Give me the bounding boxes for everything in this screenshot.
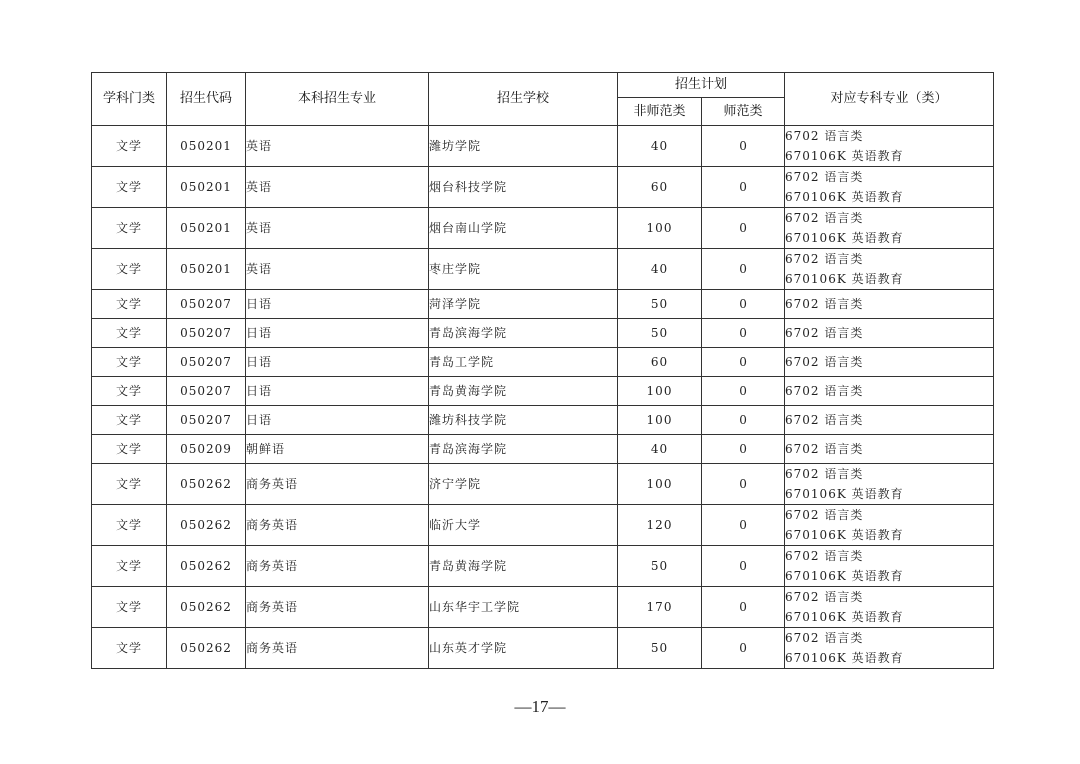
cell-non-normal: 60 <box>618 167 702 208</box>
cell-major: 日语 <box>246 406 429 435</box>
cell-normal: 0 <box>702 319 785 348</box>
cell-code: 050207 <box>167 377 246 406</box>
cell-normal: 0 <box>702 377 785 406</box>
cell-normal: 0 <box>702 628 785 669</box>
cell-school: 潍坊学院 <box>429 126 618 167</box>
cell-related-major <box>785 628 994 669</box>
cell-code: 050207 <box>167 348 246 377</box>
cell-code: 050209 <box>167 435 246 464</box>
related-major-line: 6702 语言类 <box>785 297 864 311</box>
cell-code: 050207 <box>167 406 246 435</box>
cell-non-normal: 50 <box>618 628 702 669</box>
cell-school: 烟台科技学院 <box>429 167 618 208</box>
cell-major: 商务英语 <box>246 505 429 546</box>
cell-related-major <box>785 435 994 464</box>
cell-related-major <box>785 348 994 377</box>
cell-normal: 0 <box>702 587 785 628</box>
cell-category: 文学 <box>92 249 167 290</box>
cell-category: 文学 <box>92 435 167 464</box>
cell-school: 烟台南山学院 <box>429 208 618 249</box>
table-row <box>92 406 994 435</box>
cell-non-normal: 60 <box>618 348 702 377</box>
cell-non-normal: 40 <box>618 249 702 290</box>
cell-normal: 0 <box>702 290 785 319</box>
cell-category: 文学 <box>92 208 167 249</box>
cell-related-major <box>785 208 994 249</box>
cell-non-normal: 100 <box>618 208 702 249</box>
cell-code: 050262 <box>167 464 246 505</box>
cell-related-major <box>785 167 994 208</box>
cell-related-major <box>785 319 994 348</box>
cell-category: 文学 <box>92 126 167 167</box>
cell-normal: 0 <box>702 167 785 208</box>
cell-school: 潍坊科技学院 <box>429 406 618 435</box>
cell-code: 050262 <box>167 587 246 628</box>
header-school: 招生学校 <box>429 73 618 126</box>
cell-non-normal: 100 <box>618 464 702 505</box>
related-major-line: 670106K 英语教育 <box>785 272 904 286</box>
cell-school: 山东华宇工学院 <box>429 587 618 628</box>
cell-code: 050201 <box>167 208 246 249</box>
cell-non-normal: 100 <box>618 377 702 406</box>
cell-non-normal: 170 <box>618 587 702 628</box>
cell-major: 日语 <box>246 348 429 377</box>
cell-major: 日语 <box>246 319 429 348</box>
related-major-line: 670106K 英语教育 <box>785 651 904 665</box>
cell-category: 文学 <box>92 377 167 406</box>
cell-major: 商务英语 <box>246 546 429 587</box>
header-related-major: 对应专科专业（类） <box>785 73 994 126</box>
header-normal: 师范类 <box>702 98 785 126</box>
related-major-line: 6702 语言类 <box>785 549 864 563</box>
cell-related-major <box>785 546 994 587</box>
cell-major: 日语 <box>246 377 429 406</box>
cell-category: 文学 <box>92 167 167 208</box>
cell-code: 050201 <box>167 126 246 167</box>
cell-normal: 0 <box>702 546 785 587</box>
related-major-line: 670106K 英语教育 <box>785 149 904 163</box>
table-row <box>92 628 994 669</box>
related-major-line: 6702 语言类 <box>785 631 864 645</box>
cell-code: 050207 <box>167 319 246 348</box>
cell-school: 山东英才学院 <box>429 628 618 669</box>
table-row <box>92 249 994 290</box>
table-row <box>92 435 994 464</box>
related-major-line: 6702 语言类 <box>785 508 864 522</box>
cell-related-major <box>785 587 994 628</box>
header-code: 招生代码 <box>167 73 246 126</box>
cell-major: 朝鲜语 <box>246 435 429 464</box>
table-row <box>92 505 994 546</box>
related-major-line: 6702 语言类 <box>785 355 864 369</box>
cell-school: 青岛工学院 <box>429 348 618 377</box>
cell-school: 青岛黄海学院 <box>429 546 618 587</box>
cell-related-major <box>785 126 994 167</box>
cell-category: 文学 <box>92 406 167 435</box>
cell-normal: 0 <box>702 464 785 505</box>
related-major-line: 670106K 英语教育 <box>785 487 904 501</box>
cell-category: 文学 <box>92 319 167 348</box>
cell-school: 菏泽学院 <box>429 290 618 319</box>
cell-related-major <box>785 406 994 435</box>
header-category: 学科门类 <box>92 73 167 126</box>
table-row <box>92 348 994 377</box>
table-row <box>92 587 994 628</box>
table-row <box>92 319 994 348</box>
related-major-line: 6702 语言类 <box>785 384 864 398</box>
header-plan: 招生计划 <box>618 73 785 98</box>
related-major-line: 670106K 英语教育 <box>785 231 904 245</box>
cell-non-normal: 50 <box>618 546 702 587</box>
related-major-line: 6702 语言类 <box>785 252 864 266</box>
cell-major: 英语 <box>246 208 429 249</box>
header-non-normal: 非师范类 <box>618 98 702 126</box>
related-major-line: 6702 语言类 <box>785 467 864 481</box>
cell-category: 文学 <box>92 505 167 546</box>
cell-major: 商务英语 <box>246 628 429 669</box>
table-row <box>92 208 994 249</box>
enrollment-plan-table <box>91 72 994 669</box>
cell-major: 英语 <box>246 126 429 167</box>
cell-major: 商务英语 <box>246 587 429 628</box>
cell-category: 文学 <box>92 587 167 628</box>
cell-related-major <box>785 464 994 505</box>
cell-code: 050201 <box>167 249 246 290</box>
cell-category: 文学 <box>92 290 167 319</box>
related-major-line: 670106K 英语教育 <box>785 528 904 542</box>
cell-school: 枣庄学院 <box>429 249 618 290</box>
related-major-line: 6702 语言类 <box>785 211 864 225</box>
page-number: —17— <box>514 697 566 716</box>
cell-related-major <box>785 249 994 290</box>
cell-major: 商务英语 <box>246 464 429 505</box>
cell-school: 临沂大学 <box>429 505 618 546</box>
table-row <box>92 290 994 319</box>
table-row <box>92 167 994 208</box>
cell-non-normal: 100 <box>618 406 702 435</box>
cell-school: 青岛滨海学院 <box>429 319 618 348</box>
table-row <box>92 377 994 406</box>
cell-code: 050262 <box>167 546 246 587</box>
cell-school: 青岛滨海学院 <box>429 435 618 464</box>
table-body <box>92 126 994 669</box>
cell-normal: 0 <box>702 249 785 290</box>
table-row <box>92 546 994 587</box>
cell-related-major <box>785 377 994 406</box>
cell-normal: 0 <box>702 406 785 435</box>
related-major-line: 670106K 英语教育 <box>785 190 904 204</box>
table-row <box>92 464 994 505</box>
cell-non-normal: 40 <box>618 126 702 167</box>
cell-code: 050207 <box>167 290 246 319</box>
cell-code: 050201 <box>167 167 246 208</box>
cell-category: 文学 <box>92 628 167 669</box>
cell-normal: 0 <box>702 435 785 464</box>
cell-major: 日语 <box>246 290 429 319</box>
related-major-line: 6702 语言类 <box>785 170 864 184</box>
cell-major: 英语 <box>246 167 429 208</box>
cell-related-major <box>785 290 994 319</box>
cell-school: 青岛黄海学院 <box>429 377 618 406</box>
cell-category: 文学 <box>92 348 167 377</box>
cell-code: 050262 <box>167 628 246 669</box>
cell-non-normal: 40 <box>618 435 702 464</box>
header-major: 本科招生专业 <box>246 73 429 126</box>
cell-non-normal: 50 <box>618 290 702 319</box>
cell-normal: 0 <box>702 208 785 249</box>
related-major-line: 6702 语言类 <box>785 442 864 456</box>
related-major-line: 670106K 英语教育 <box>785 610 904 624</box>
cell-normal: 0 <box>702 505 785 546</box>
related-major-line: 6702 语言类 <box>785 413 864 427</box>
cell-school: 济宁学院 <box>429 464 618 505</box>
related-major-line: 6702 语言类 <box>785 590 864 604</box>
table-row <box>92 126 994 167</box>
cell-normal: 0 <box>702 126 785 167</box>
related-major-line: 670106K 英语教育 <box>785 569 904 583</box>
cell-non-normal: 120 <box>618 505 702 546</box>
related-major-line: 6702 语言类 <box>785 129 864 143</box>
cell-non-normal: 50 <box>618 319 702 348</box>
cell-code: 050262 <box>167 505 246 546</box>
cell-category: 文学 <box>92 464 167 505</box>
cell-related-major <box>785 505 994 546</box>
cell-category: 文学 <box>92 546 167 587</box>
cell-major: 英语 <box>246 249 429 290</box>
cell-normal: 0 <box>702 348 785 377</box>
related-major-line: 6702 语言类 <box>785 326 864 340</box>
